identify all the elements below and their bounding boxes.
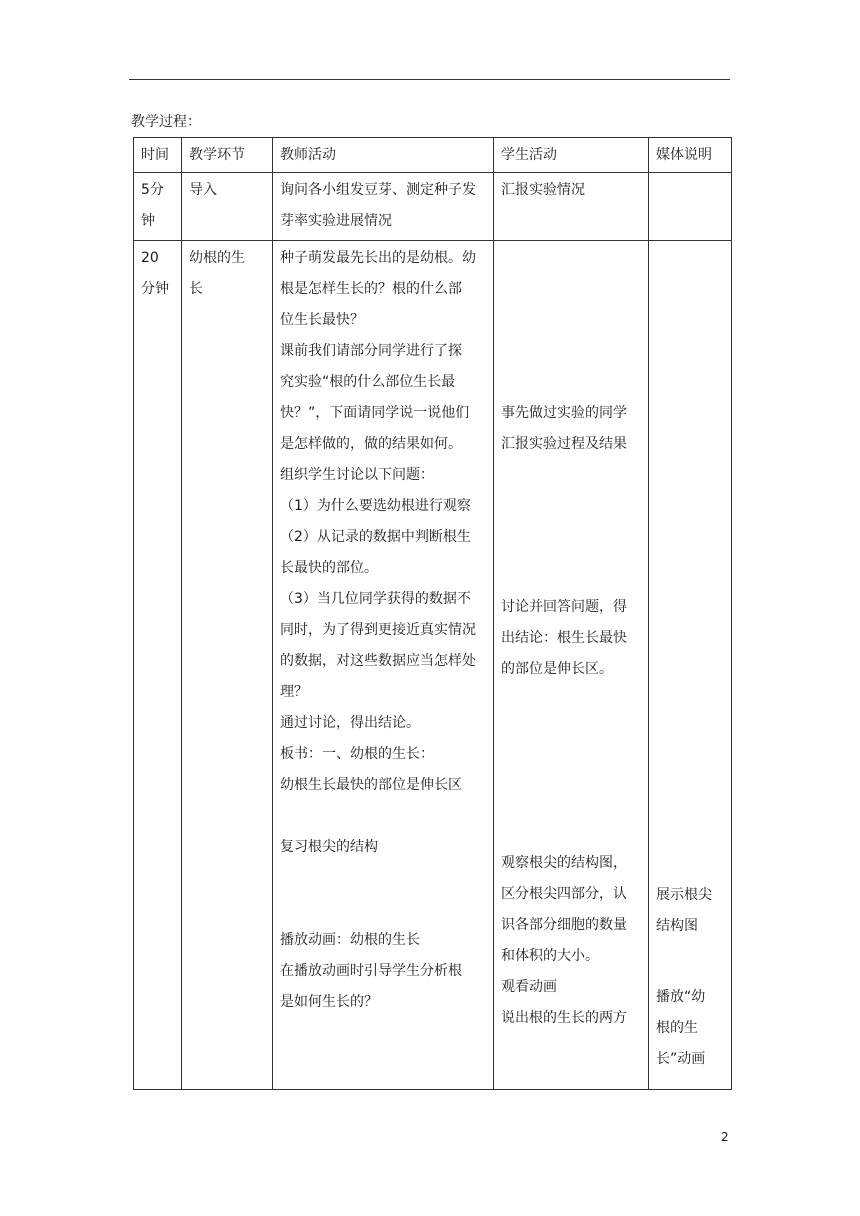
table-row [134, 173, 732, 241]
row2-student-observe: 观察根尖的结构图， 区分根尖四部分，认 识各部分细胞的数量 和体积的大小。 观看动画 说出根的生长的两方 [501, 855, 627, 1026]
row2-teacher-animation: 播放动画：幼根的生长 在播放动画时引导学生分析根 是如何生长的？ [280, 932, 462, 1010]
header-stage: 教学环节 [182, 138, 273, 173]
header-rule [129, 79, 730, 80]
lesson-table [133, 137, 732, 1090]
section-heading: 教学过程： [131, 114, 201, 130]
header-student: 学生活动 [494, 138, 649, 173]
row1-student: 汇报实验情况 [501, 182, 585, 198]
row2-time: 20 分钟 [141, 250, 169, 297]
row2-media-structure: 展示根尖 结构图 [656, 887, 712, 934]
header-teacher: 教师活动 [273, 138, 494, 173]
row2-student-report: 事先做过实验的同学 汇报实验过程及结果 [501, 405, 627, 452]
row2-stage: 幼根的生 长 [189, 250, 245, 297]
row2-media-animation: 播放“幼 根的生 长”动画 [656, 989, 706, 1067]
row1-stage: 导入 [189, 182, 217, 198]
header-media: 媒体说明 [649, 138, 732, 173]
row1-teacher: 询问各小组发豆芽、测定种子发 芽率实验进展情况 [280, 182, 476, 229]
header-time: 时间 [134, 138, 182, 173]
row2-student-discussion: 讨论并回答问题，得 出结论：根生长最快 的部位是伸长区。 [501, 599, 627, 677]
row2-teacher-review: 复习根尖的结构 [280, 839, 378, 855]
row1-time: 5分 钟 [141, 182, 164, 229]
page-number: 2 [721, 1130, 729, 1144]
row2-teacher-activity: 种子萌发最先长出的是幼根。幼 根是怎样生长的？根的什么部 位生长最快？ 课前我们请部分同学进行了探 究实验“根的什么部位生长最 快？”，下面请同学说一说他们 是怎样做的，做的结果如何。 组织学生讨论以下问题： （1）为什么要选幼根进行观察 （2）从记录的数据中判断根生 长最快的部位。 （3）当几位同学获得的数据不 同时，为了得到更接近真实情况 的数据，对这些数据应当怎样处 理？ 通过讨论，得出结论。 板书：一、幼根的生长： 幼根生长最快的部位是伸长区 [280, 250, 476, 793]
table-header-row [134, 138, 732, 173]
table-row [134, 241, 732, 1090]
